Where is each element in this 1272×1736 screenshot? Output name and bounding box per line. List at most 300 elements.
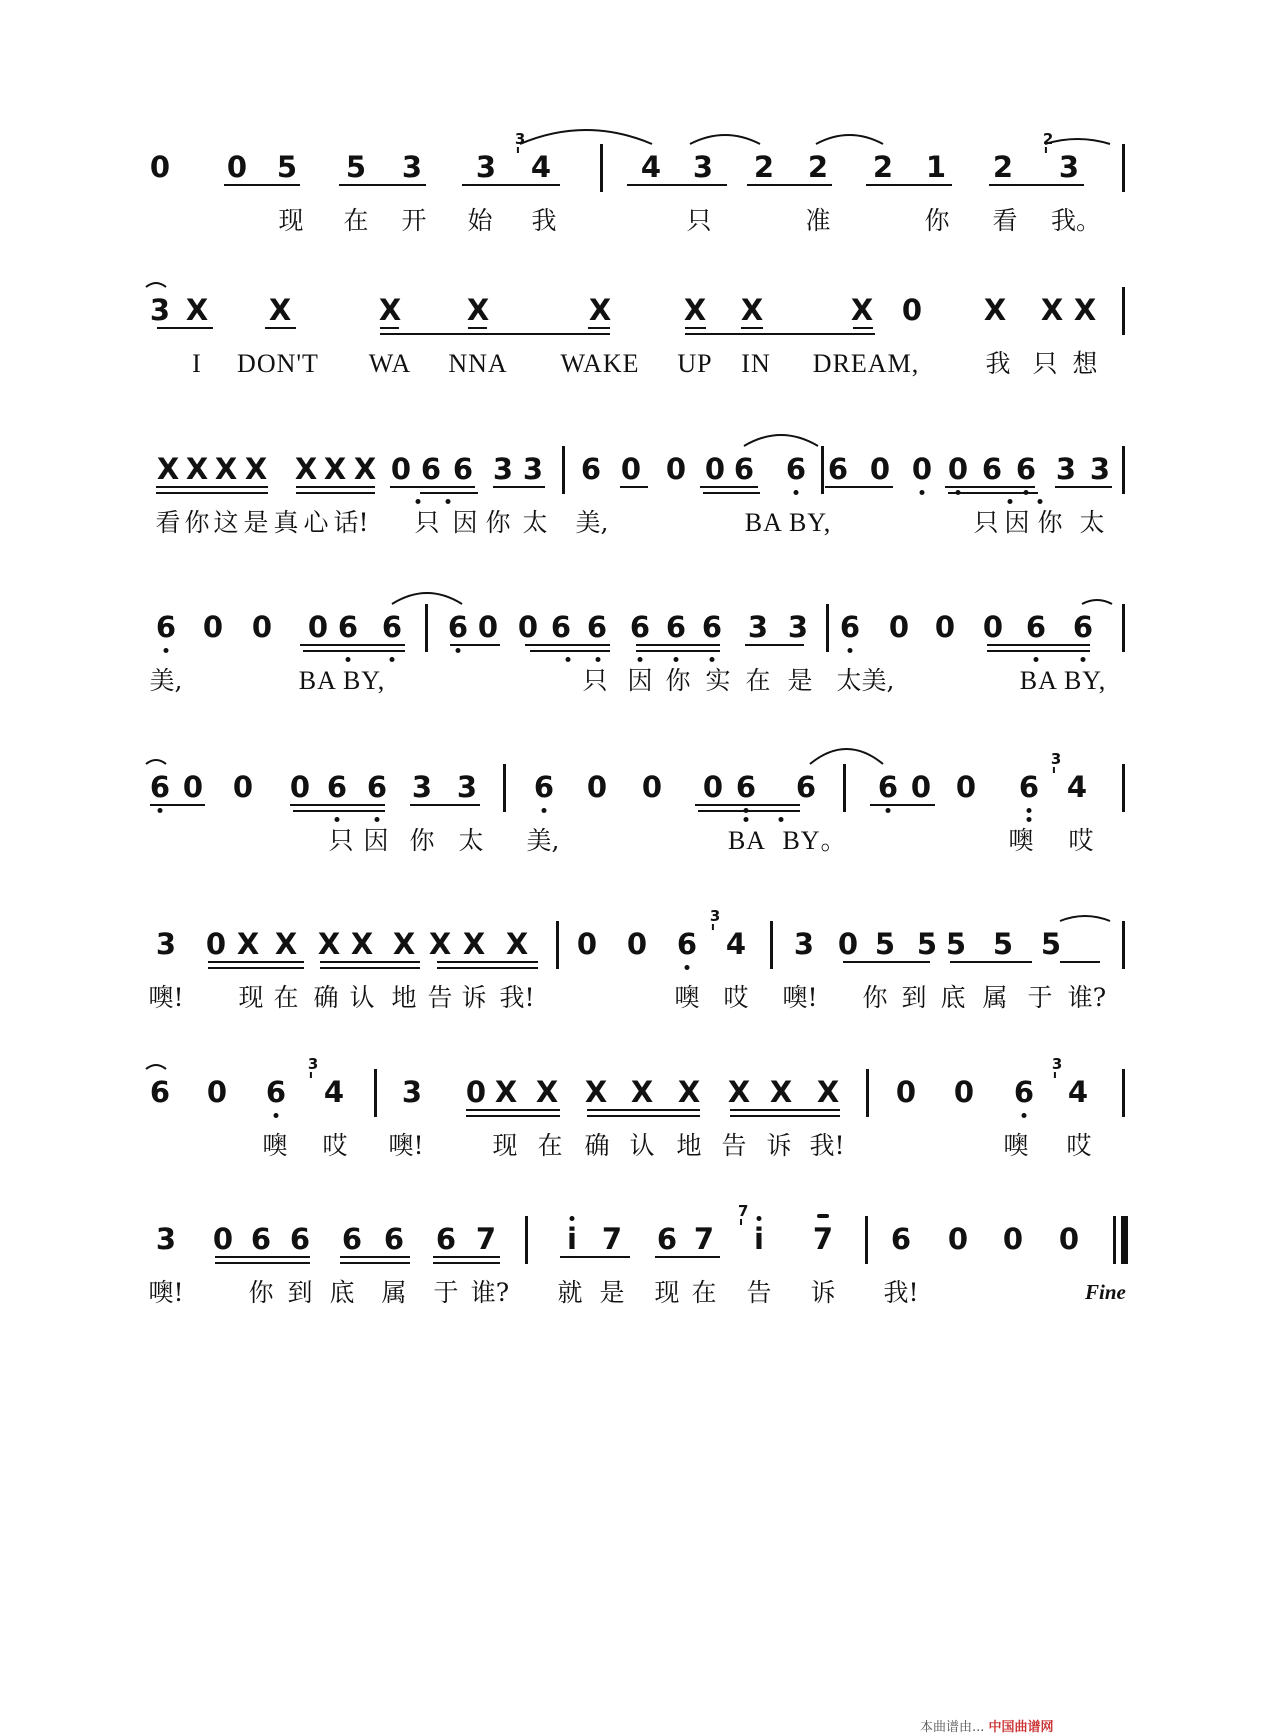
note: 0 bbox=[226, 150, 248, 184]
octave-dot-below bbox=[1022, 1113, 1027, 1118]
lyric: 心 bbox=[303, 508, 329, 537]
lyric: 美, bbox=[526, 826, 560, 855]
note: 6 bbox=[366, 770, 388, 804]
note: 6 bbox=[447, 610, 469, 644]
lyric: 噢! bbox=[148, 1278, 184, 1307]
beam-line bbox=[150, 804, 205, 806]
beam-line-2 bbox=[296, 492, 375, 494]
note: 0 bbox=[465, 1075, 487, 1109]
note: 5 bbox=[1040, 927, 1062, 961]
note: 6 bbox=[1025, 610, 1047, 644]
beam-line bbox=[437, 961, 538, 963]
beam-line bbox=[987, 644, 1090, 646]
beam-line bbox=[870, 804, 935, 806]
note: 6 bbox=[550, 610, 572, 644]
lyric: 你 bbox=[184, 508, 210, 537]
lyric: 现 bbox=[238, 983, 264, 1012]
lyric: 底 bbox=[940, 983, 966, 1012]
lyric: BA BY, bbox=[1019, 666, 1107, 695]
note: 6 bbox=[381, 610, 403, 644]
note: X bbox=[727, 1075, 751, 1109]
barline bbox=[866, 1069, 869, 1117]
beam-line-2 bbox=[948, 492, 1038, 494]
barline bbox=[770, 921, 773, 969]
note: 3 bbox=[522, 452, 544, 486]
note: 2 bbox=[807, 150, 829, 184]
lyric: 谁? bbox=[470, 1278, 510, 1307]
note: 6 bbox=[341, 1222, 363, 1256]
note: 0 bbox=[665, 452, 687, 486]
lyric: 只 bbox=[1032, 349, 1058, 378]
note: 3 bbox=[1055, 452, 1077, 486]
lyric: 在 bbox=[343, 206, 369, 235]
octave-dot-below bbox=[710, 657, 715, 662]
beam-line-2 bbox=[685, 333, 875, 335]
beam-line bbox=[468, 327, 487, 329]
lyric: 太 bbox=[458, 826, 484, 855]
lyric: 准 bbox=[805, 206, 831, 235]
note: 4 3 bbox=[709, 907, 747, 961]
lyric: 只 bbox=[686, 206, 712, 235]
octave-dot-below bbox=[1027, 808, 1032, 813]
lyric: 看 bbox=[155, 508, 181, 537]
footer-credit bbox=[920, 1716, 1054, 1735]
beam-line bbox=[843, 961, 930, 963]
lyric: 就 bbox=[557, 1278, 583, 1307]
beam-line-2 bbox=[530, 650, 610, 652]
note: 7 bbox=[812, 1222, 834, 1256]
lyric: 你 bbox=[485, 508, 511, 537]
octave-dot-below bbox=[794, 490, 799, 495]
octave-dot-below bbox=[638, 657, 643, 662]
note: 0 bbox=[641, 770, 663, 804]
note: 0 bbox=[953, 1075, 975, 1109]
barline bbox=[1122, 764, 1125, 812]
note: 0 bbox=[477, 610, 499, 644]
lyric: 太 bbox=[836, 666, 862, 695]
note: 3 bbox=[149, 293, 171, 327]
note: 6 bbox=[383, 1222, 405, 1256]
note: X bbox=[236, 927, 260, 961]
beam-line bbox=[741, 327, 763, 329]
beam-line-2 bbox=[466, 1115, 560, 1117]
octave-dot-below bbox=[335, 817, 340, 822]
note: 0 bbox=[576, 927, 598, 961]
barline bbox=[1122, 287, 1125, 335]
grace-note: 3 bbox=[307, 1055, 319, 1073]
beam-line-2 bbox=[433, 1262, 500, 1264]
octave-dot-below bbox=[1081, 657, 1086, 662]
lyric: 认 bbox=[349, 983, 375, 1012]
lyric: 你 bbox=[665, 666, 691, 695]
note: 6 bbox=[155, 610, 177, 644]
note: X bbox=[274, 927, 298, 961]
beam-line bbox=[685, 327, 706, 329]
note: X bbox=[677, 1075, 701, 1109]
note: 6 bbox=[265, 1075, 287, 1109]
note: 3 bbox=[411, 770, 433, 804]
barline bbox=[600, 144, 603, 192]
lyric: WAKE bbox=[560, 349, 640, 378]
beam-line bbox=[215, 1256, 310, 1258]
octave-dot-above bbox=[757, 1216, 762, 1221]
note: 0 bbox=[232, 770, 254, 804]
final-barline-thin bbox=[1113, 1216, 1116, 1264]
octave-dot-below bbox=[346, 657, 351, 662]
lyric: BY。 bbox=[782, 826, 848, 855]
lyric: NNA bbox=[448, 349, 508, 378]
grace-note: 3 bbox=[709, 907, 721, 925]
note: 0 bbox=[307, 610, 329, 644]
octave-dot-below bbox=[456, 648, 461, 653]
lyric: 只 bbox=[582, 666, 608, 695]
note: 6 bbox=[1013, 1075, 1035, 1109]
octave-dot-below bbox=[674, 657, 679, 662]
lyric: 地 bbox=[391, 983, 417, 1012]
octave-dot-below bbox=[779, 817, 784, 822]
octave-dot-below bbox=[744, 817, 749, 822]
note: 0 bbox=[620, 452, 642, 486]
note: 0 bbox=[390, 452, 412, 486]
note: 3 bbox=[401, 1075, 423, 1109]
beam-line-2 bbox=[730, 1115, 840, 1117]
lyric: 哎 bbox=[322, 1131, 348, 1160]
lyric: 话! bbox=[333, 508, 369, 537]
beam-line-2 bbox=[703, 492, 760, 494]
beam-line-2 bbox=[636, 650, 720, 652]
note: X bbox=[317, 927, 341, 961]
octave-dot-below bbox=[1027, 817, 1032, 822]
beam-line bbox=[390, 486, 475, 488]
beam-line bbox=[950, 961, 1032, 963]
note: 0 bbox=[837, 927, 859, 961]
note: 0 bbox=[206, 1075, 228, 1109]
beam-line bbox=[745, 644, 804, 646]
note: X bbox=[535, 1075, 559, 1109]
note: 0 bbox=[910, 770, 932, 804]
note: 4 3 bbox=[514, 130, 552, 184]
note: 3 bbox=[155, 927, 177, 961]
octave-dot-below bbox=[274, 1113, 279, 1118]
beam-line bbox=[157, 327, 213, 329]
score-line-4 bbox=[0, 580, 1272, 695]
beam-line-2 bbox=[420, 492, 478, 494]
note: 6 bbox=[827, 452, 849, 486]
beam-line bbox=[410, 804, 480, 806]
grace-note: 7 bbox=[738, 1202, 749, 1220]
lyric: 认 bbox=[629, 1131, 655, 1160]
lyric: 哎 bbox=[723, 983, 749, 1012]
lyric: 看 bbox=[992, 206, 1018, 235]
note: 6 bbox=[890, 1222, 912, 1256]
lyric: 我 bbox=[985, 349, 1011, 378]
lyric: 诉 bbox=[461, 983, 487, 1012]
beam-line bbox=[320, 961, 420, 963]
lyric: 属 bbox=[982, 983, 1008, 1012]
beam-line-2 bbox=[208, 967, 304, 969]
note: 6 bbox=[877, 770, 899, 804]
octave-dot-below bbox=[158, 808, 163, 813]
note: X bbox=[185, 452, 209, 486]
note: 6 bbox=[149, 1075, 171, 1109]
lyric: 太 bbox=[522, 508, 548, 537]
lyric: 因 bbox=[627, 666, 653, 695]
note: 0 bbox=[955, 770, 977, 804]
note: 7 bbox=[601, 1222, 623, 1256]
beam-line bbox=[156, 486, 268, 488]
lyric: 只 bbox=[973, 508, 999, 537]
note: 0 bbox=[251, 610, 273, 644]
lyric: BA BY, bbox=[298, 666, 386, 695]
lyric: 你 bbox=[1037, 508, 1063, 537]
note: 6 bbox=[337, 610, 359, 644]
barline bbox=[865, 1216, 868, 1264]
beam-line bbox=[450, 644, 500, 646]
lyric: 你 bbox=[862, 983, 888, 1012]
lyric: DON'T bbox=[237, 349, 319, 378]
beam-line bbox=[945, 486, 1035, 488]
lyric: 想 bbox=[1072, 349, 1098, 378]
lyric: 真 bbox=[273, 508, 299, 537]
note: X bbox=[353, 452, 377, 486]
octave-dot-below bbox=[375, 817, 380, 822]
beam-line-2 bbox=[215, 1262, 310, 1264]
note: 6 bbox=[289, 1222, 311, 1256]
beam-line bbox=[224, 184, 300, 186]
lyric: 于 bbox=[1027, 983, 1053, 1012]
note: X bbox=[588, 293, 612, 327]
octave-dot-below bbox=[596, 657, 601, 662]
lyric: 哎 bbox=[1068, 826, 1094, 855]
grace-note: 3 bbox=[514, 130, 526, 148]
beam-line-2 bbox=[437, 967, 538, 969]
lyric: WA bbox=[368, 349, 412, 378]
note: X bbox=[244, 452, 268, 486]
lyric: 现 bbox=[278, 206, 304, 235]
note: X bbox=[584, 1075, 608, 1109]
lyric: 在 bbox=[273, 983, 299, 1012]
beam-line bbox=[700, 486, 758, 488]
lyric: 是 bbox=[599, 1278, 625, 1307]
note: 3 bbox=[492, 452, 514, 486]
beam-line bbox=[340, 1256, 410, 1258]
note: X bbox=[630, 1075, 654, 1109]
barline bbox=[1122, 921, 1125, 969]
note: 0 bbox=[205, 927, 227, 961]
note: 3 bbox=[401, 150, 423, 184]
lyric: 你 bbox=[924, 206, 950, 235]
lyric: 底 bbox=[329, 1278, 355, 1307]
note: 0 bbox=[911, 452, 933, 486]
beam-line-2 bbox=[303, 650, 405, 652]
note: 3 bbox=[155, 1222, 177, 1256]
beam-line bbox=[380, 327, 399, 329]
note: X bbox=[214, 452, 238, 486]
lyric: 确 bbox=[584, 1131, 610, 1160]
octave-dot-below bbox=[566, 657, 571, 662]
note: 0 bbox=[182, 770, 204, 804]
note: 3 2 bbox=[1042, 130, 1080, 184]
lyric: 我! bbox=[809, 1131, 845, 1160]
note: 6 bbox=[435, 1222, 457, 1256]
note: 5 bbox=[916, 927, 938, 961]
octave-dot-above bbox=[570, 1216, 575, 1221]
beam-line bbox=[620, 486, 648, 488]
beam-line bbox=[588, 327, 610, 329]
note: X bbox=[378, 293, 402, 327]
note: X bbox=[350, 927, 374, 961]
lyric: 在 bbox=[745, 666, 771, 695]
lyric: 属 bbox=[381, 1278, 407, 1307]
note: X bbox=[323, 452, 347, 486]
note: 0 bbox=[289, 770, 311, 804]
note: 6 bbox=[629, 610, 651, 644]
beam-line bbox=[853, 327, 873, 329]
lyric: 噢 bbox=[674, 983, 700, 1012]
final-barline-thick bbox=[1121, 1216, 1128, 1264]
lyric: 确 bbox=[313, 983, 339, 1012]
note: X bbox=[816, 1075, 840, 1109]
beam-line bbox=[636, 644, 720, 646]
lyric: 你 bbox=[409, 826, 435, 855]
note: 6 bbox=[420, 452, 442, 486]
note: 7 bbox=[693, 1222, 715, 1256]
note: 6 bbox=[586, 610, 608, 644]
lyric: 噢 bbox=[1003, 1131, 1029, 1160]
note: 0 bbox=[947, 452, 969, 486]
note: 6 bbox=[839, 610, 861, 644]
note: 3 bbox=[747, 610, 769, 644]
note: X bbox=[505, 927, 529, 961]
lyric: IN bbox=[741, 349, 771, 378]
note: X bbox=[1040, 293, 1064, 327]
note: 3 bbox=[787, 610, 809, 644]
beam-line bbox=[866, 184, 952, 186]
note: 6 bbox=[981, 452, 1003, 486]
beam-line-2 bbox=[293, 810, 385, 812]
beam-line bbox=[493, 486, 545, 488]
note: 6 bbox=[149, 770, 171, 804]
lyric: 现 bbox=[654, 1278, 680, 1307]
beam-line-2 bbox=[987, 650, 1090, 652]
beam-line-2 bbox=[340, 1262, 410, 1264]
note: X bbox=[769, 1075, 793, 1109]
score-line-2 bbox=[0, 263, 1272, 378]
lyric: 谁? bbox=[1067, 983, 1107, 1012]
lyric: 我! bbox=[883, 1278, 919, 1307]
lyric: 实 bbox=[705, 666, 731, 695]
barline bbox=[525, 1216, 528, 1264]
octave-dot-below bbox=[446, 499, 451, 504]
lyric: 只 bbox=[414, 508, 440, 537]
note: 6 bbox=[665, 610, 687, 644]
octave-dot-below bbox=[1038, 499, 1043, 504]
note: 6 bbox=[326, 770, 348, 804]
note: X bbox=[683, 293, 707, 327]
note: 6 bbox=[580, 452, 602, 486]
beam-line-2 bbox=[156, 492, 268, 494]
score-line-6 bbox=[0, 897, 1272, 1012]
note: 0 bbox=[1002, 1222, 1024, 1256]
note: 6 bbox=[733, 452, 755, 486]
score-line-3 bbox=[0, 422, 1272, 537]
beam-line bbox=[1055, 486, 1112, 488]
note: 3 bbox=[456, 770, 478, 804]
barline bbox=[843, 764, 846, 812]
beam-line bbox=[695, 804, 800, 806]
lyric: 告 bbox=[427, 983, 453, 1012]
beam-line bbox=[525, 644, 610, 646]
lyric: 我 bbox=[531, 206, 557, 235]
note: 6 bbox=[1018, 770, 1040, 804]
note: 3 bbox=[692, 150, 714, 184]
lyric: 是 bbox=[787, 666, 813, 695]
note: X bbox=[850, 293, 874, 327]
lyric: 太 bbox=[1079, 508, 1105, 537]
beam-line bbox=[989, 184, 1084, 186]
lyric: 我! bbox=[499, 983, 535, 1012]
lyric: 因 bbox=[452, 508, 478, 537]
note: 4 3 bbox=[1050, 750, 1088, 804]
lyric: 我。 bbox=[1050, 206, 1102, 235]
beam-line bbox=[655, 1256, 720, 1258]
note: 7 bbox=[475, 1222, 497, 1256]
lyric: 噢 bbox=[1008, 826, 1034, 855]
note: 5 bbox=[945, 927, 967, 961]
lyric: I bbox=[192, 349, 202, 378]
lyric: 美, bbox=[575, 508, 609, 537]
barline bbox=[1122, 1069, 1125, 1117]
beam-line bbox=[265, 327, 296, 329]
score-line-8 bbox=[0, 1192, 1272, 1307]
note: X bbox=[268, 293, 292, 327]
note: 3 bbox=[475, 150, 497, 184]
note: 0 bbox=[934, 610, 956, 644]
fine-marking: Fine bbox=[1085, 1280, 1126, 1304]
note: 6 bbox=[452, 452, 474, 486]
note: 6 bbox=[250, 1222, 272, 1256]
beam-line-2 bbox=[320, 967, 420, 969]
barline bbox=[503, 764, 506, 812]
beam-line bbox=[296, 486, 375, 488]
lyric: 到 bbox=[901, 983, 927, 1012]
barline bbox=[425, 604, 428, 652]
lyric: 这 bbox=[213, 508, 239, 537]
lyric: 在 bbox=[691, 1278, 717, 1307]
beam-line bbox=[560, 1256, 630, 1258]
beam-line bbox=[627, 184, 727, 186]
octave-dot-below bbox=[920, 490, 925, 495]
lyric: 诉 bbox=[810, 1278, 836, 1307]
note: 1 bbox=[925, 150, 947, 184]
note: 5 bbox=[276, 150, 298, 184]
note: 0 bbox=[212, 1222, 234, 1256]
note: 0 bbox=[704, 452, 726, 486]
note: 0 bbox=[888, 610, 910, 644]
note: X bbox=[494, 1075, 518, 1109]
lyric: 噢! bbox=[782, 983, 818, 1012]
note: 6 bbox=[701, 610, 723, 644]
note: 0 bbox=[517, 610, 539, 644]
beam-line bbox=[730, 1109, 840, 1111]
note: 0 bbox=[1058, 1222, 1080, 1256]
note: 0 bbox=[626, 927, 648, 961]
beam-line-2 bbox=[587, 1115, 700, 1117]
beam-line bbox=[825, 486, 893, 488]
octave-dot-below bbox=[685, 965, 690, 970]
lyric: 美, bbox=[861, 666, 895, 695]
note: 2 bbox=[992, 150, 1014, 184]
